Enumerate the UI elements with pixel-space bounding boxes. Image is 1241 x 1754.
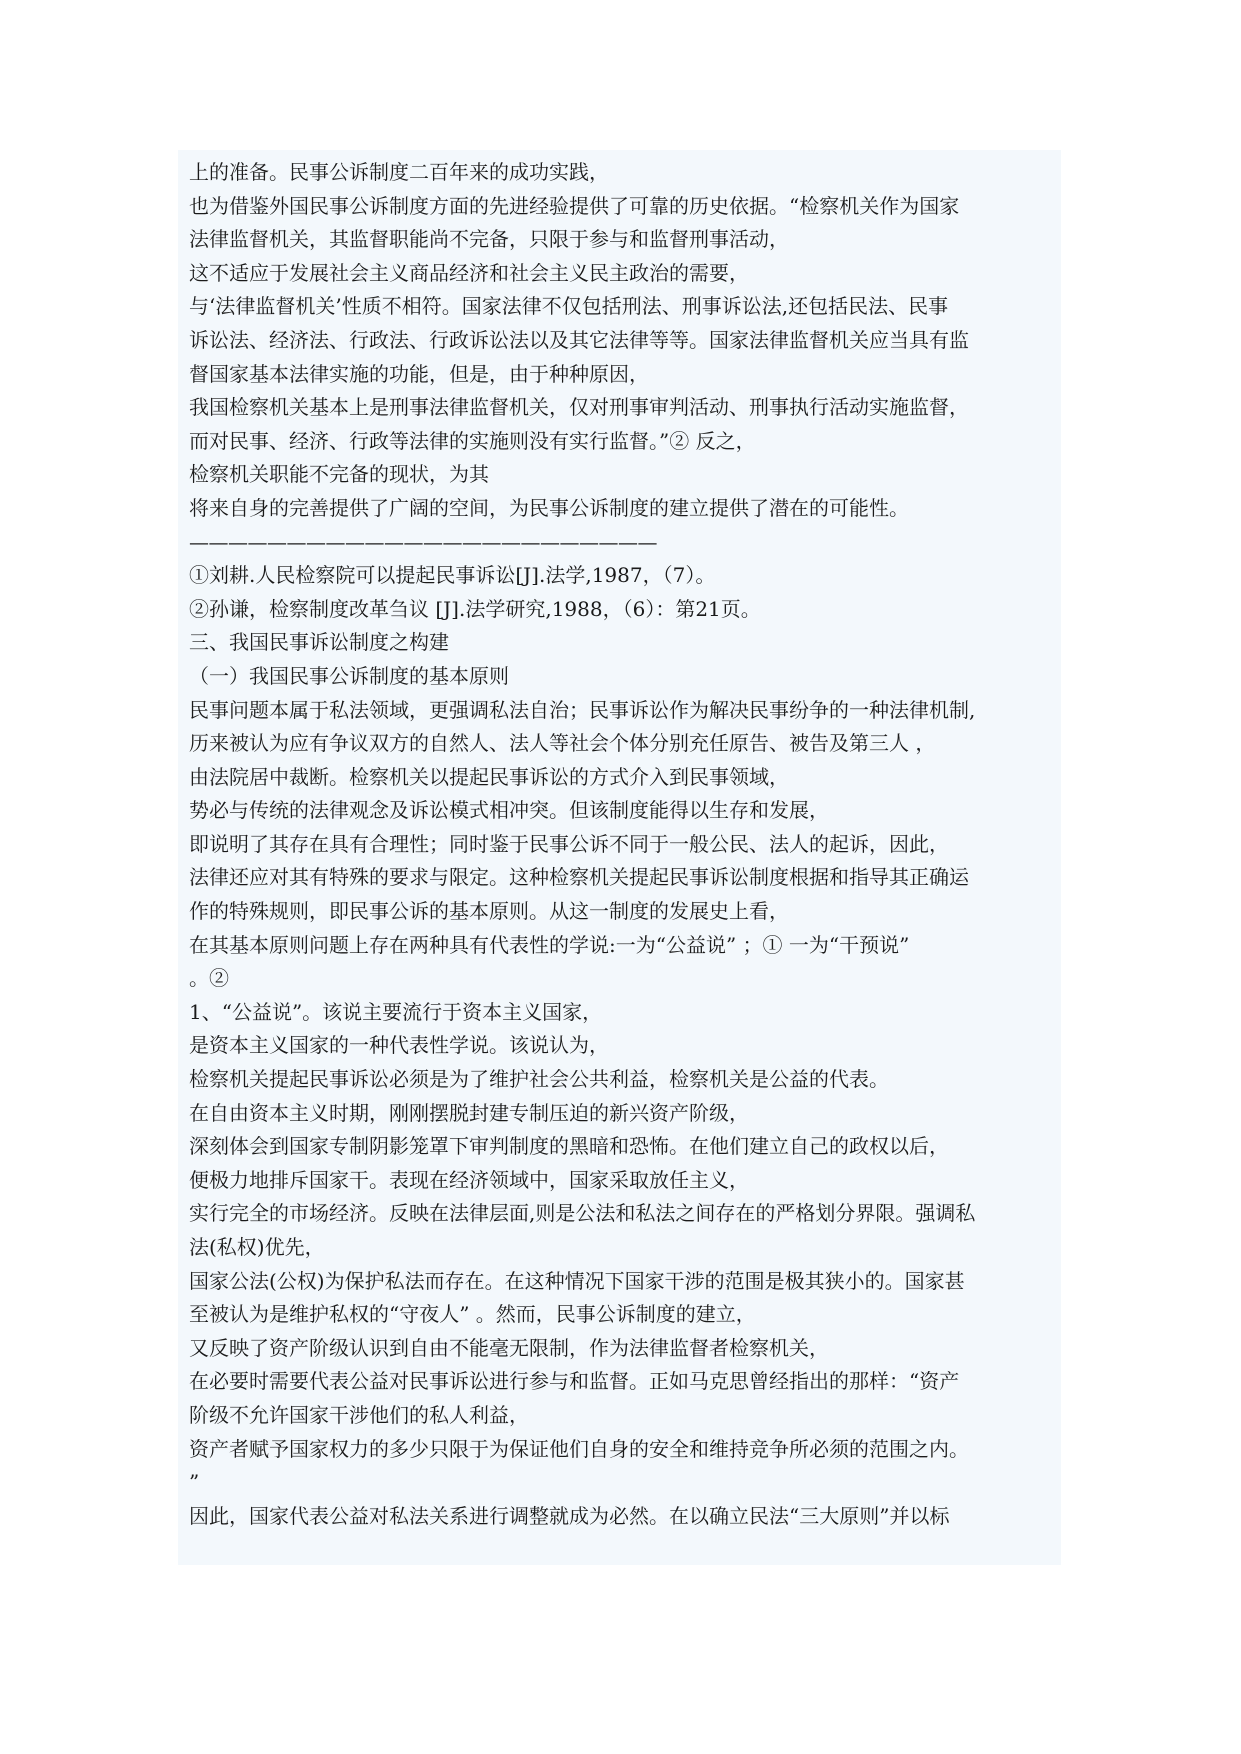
text-line: 也为借鉴外国民事公诉制度方面的先进经验提供了可靠的历史依据。“检察机关作为国家: [189, 193, 960, 218]
text-line: 在必要时需要代表公益对民事诉讼进行参与和监督。正如马克思曾经指出的那样：“资产: [189, 1369, 960, 1394]
text-line: 诉讼法、经济法、行政法、行政诉讼法以及其它法律等等。国家法律监督机关应当具有监: [189, 327, 969, 352]
text-line: 检察机关提起民事诉讼必须是为了维护社会公共利益，检察机关是公益的代表。: [189, 1067, 889, 1092]
text-line: 历来被认为应有争议双方的自然人、法人等社会个体分别充任原告、被告及第三人 ，: [189, 731, 936, 756]
text-line: 1、“公益说”。该说主要流行于资本主义国家，: [189, 999, 603, 1024]
footnote-separator: ————————————————————————: [189, 529, 657, 554]
text-line: 深刻体会到国家专制阴影笼罩下审判制度的黑暗和恐怖。在他们建立自己的政权以后，: [189, 1134, 949, 1159]
text-line: 法律还应对其有特殊的要求与限定。这种检察机关提起民事诉讼制度根据和指导其正确运: [189, 865, 969, 890]
text-line: 势必与传统的法律观念及诉讼模式相冲突。但该制度能得以生存和发展，: [189, 798, 829, 823]
text-line: 检察机关职能不完备的现状，为其: [189, 462, 489, 487]
text-line: 作的特殊规则，即民事公诉的基本原则。从这一制度的发展史上看，: [189, 899, 789, 924]
text-line: 法律监督机关，其监督职能尚不完备，只限于参与和监督刑事活动，: [189, 227, 789, 252]
text-line: 而对民事、经济、行政等法律的实施则没有实行监督。”② 反之，: [189, 428, 756, 453]
text-line: 上的准备。民事公诉制度二百年来的成功实践，: [189, 160, 609, 184]
text-line: 资产者赋予国家权力的多少只限于为保证他们自身的安全和维持竞争所必须的范围之内。: [189, 1436, 969, 1461]
text-line: 督国家基本法律实施的功能，但是，由于种种原因，: [189, 361, 649, 386]
text-line: 这不适应于发展社会主义商品经济和社会主义民主政治的需要，: [189, 260, 749, 285]
text-line: 法(私权)优先，: [189, 1235, 325, 1259]
text-line: 实行完全的市场经济。反映在法律层面,则是公法和私法之间存在的严格划分界限。强调私: [189, 1201, 976, 1226]
text-line: 。②: [189, 966, 229, 991]
text-line: 在自由资本主义时期，刚刚摆脱封建专制压迫的新兴资产阶级，: [189, 1100, 749, 1125]
text-line: 是资本主义国家的一种代表性学说。该说认为，: [189, 1033, 609, 1058]
text-line: 便极力地排斥国家干。表现在经济领域中，国家采取放任主义，: [189, 1167, 749, 1192]
text-line: 即说明了其存在具有合理性；同时鉴于民事公诉不同于一般公民、法人的起诉，因此，: [189, 831, 949, 856]
text-line: 因此，国家代表公益对私法关系进行调整就成为必然。在以确立民法“三大原则”并以标: [189, 1503, 950, 1528]
subsection-heading: （一）我国民事公诉制度的基本原则: [189, 663, 509, 688]
text-line: 我国检察机关基本上是刑事法律监督机关，仅对刑事审判活动、刑事执行活动实施监督，: [189, 395, 969, 420]
text-line: 将来自身的完善提供了广阔的空间，为民事公诉制度的建立提供了潜在的可能性。: [189, 495, 909, 520]
text-line: 至被认为是维护私权的“守夜人” 。然而，民事公诉制度的建立，: [189, 1302, 756, 1327]
text-line: 阶级不允许国家干涉他们的私人利益，: [189, 1402, 529, 1427]
text-line: 民事问题本属于私法领域，更强调私法自治；民事诉讼作为解决民事纷争的一种法律机制,: [189, 697, 976, 722]
document-text-block: [178, 150, 1061, 1565]
text-line: 由法院居中裁断。检察机关以提起民事诉讼的方式介入到民事领域，: [189, 764, 789, 789]
text-line: 在其基本原则问题上存在两种具有代表性的学说:一为“公益说” ；① 一为“干预说”: [189, 932, 910, 957]
text-line: ”: [189, 1470, 200, 1495]
text-line: 与‘法律监督机关’性质不相符。国家法律不仅包括刑法、刑事诉讼法,还包括民法、民事: [189, 294, 949, 319]
footnote-line: ①刘耕.人民检察院可以提起民事诉讼[J].法学,1987，（7）。: [189, 563, 716, 588]
footnote-line: ②孙谦，检察制度改革刍议 [J].法学研究,1988，（6）：第21页。: [189, 596, 761, 621]
text-line: 国家公法(公权)为保护私法而存在。在这种情况下国家干涉的范围是极其狭小的。国家甚: [189, 1268, 965, 1293]
text-line: 又反映了资产阶级认识到自由不能毫无限制，作为法律监督者检察机关，: [189, 1335, 829, 1360]
section-heading: 三、我国民事诉讼制度之构建: [189, 630, 449, 655]
